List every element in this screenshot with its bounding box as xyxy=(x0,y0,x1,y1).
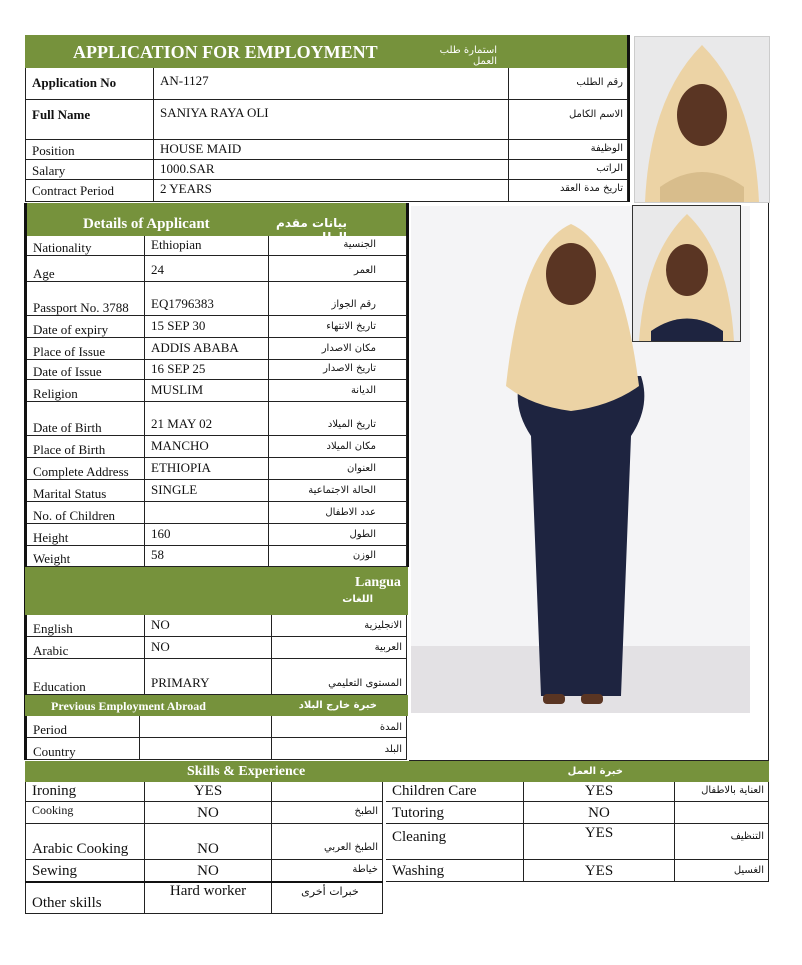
prev-label-arabic: البلد xyxy=(272,738,407,760)
prev-label: Country xyxy=(27,738,140,760)
language-label: Arabic xyxy=(27,637,145,659)
detail-label-arabic: تاريخ الانتهاء xyxy=(269,316,407,338)
detail-label: Place of Birth xyxy=(27,436,145,458)
skill-label: Cleaning xyxy=(386,824,524,860)
language-label: English xyxy=(27,615,145,637)
detail-value: 160 xyxy=(145,524,269,546)
top-label-arabic: الوظيفة xyxy=(509,140,628,160)
detail-label: Passport No. 3788 xyxy=(27,282,145,316)
skills-header-arabic: خبرة العمل xyxy=(567,766,623,777)
skills-divider xyxy=(25,881,383,883)
detail-label-arabic: العنوان xyxy=(269,458,407,480)
right-frame xyxy=(768,203,769,760)
skill-label-arabic: الطبخ xyxy=(272,802,383,824)
detail-value: 16 SEP 25 xyxy=(145,360,269,380)
detail-value: SINGLE xyxy=(145,480,269,502)
top-value: 1000.SAR xyxy=(154,160,509,180)
skill-label: Sewing xyxy=(25,860,145,882)
skill-label: Ironing xyxy=(25,782,145,802)
language-label-arabic: المستوى التعليمي xyxy=(272,659,407,695)
top-label: Position xyxy=(25,140,154,160)
detail-label-arabic: تاريخ الميلاد xyxy=(269,402,407,436)
top-value: HOUSE MAID xyxy=(154,140,509,160)
details-header xyxy=(25,203,408,244)
detail-label-arabic: الوزن xyxy=(269,546,407,567)
detail-label: Height xyxy=(27,524,145,546)
detail-label-arabic: الجنسية xyxy=(269,236,407,256)
prev-employment-arabic: خبرة خارج البلاد xyxy=(298,700,377,711)
skill-label-arabic xyxy=(272,782,383,802)
skill-label: Cooking xyxy=(25,802,145,824)
detail-label: Marital Status xyxy=(27,480,145,502)
top-label: Full Name xyxy=(25,100,154,140)
language-value: NO xyxy=(145,615,272,637)
top-label-arabic: تاريخ مدة العقد xyxy=(509,180,628,202)
skill-value: Hard worker xyxy=(145,882,272,914)
language-label-arabic: العربية xyxy=(272,637,407,659)
skill-label-arabic: الطبخ العربي xyxy=(272,824,383,860)
skill-label-arabic xyxy=(675,802,769,824)
detail-label: Age xyxy=(27,256,145,282)
detail-label: Date of Birth xyxy=(27,402,145,436)
detail-value: ETHIOPIA xyxy=(145,458,269,480)
top-label-arabic: الراتب xyxy=(509,160,628,180)
prev-value xyxy=(140,716,272,738)
top-label: Application No xyxy=(25,68,154,100)
prev-employment-label: Previous Employment Abroad xyxy=(51,699,206,713)
skill-value: NO xyxy=(145,824,272,860)
detail-label-arabic: مكان الاصدار xyxy=(269,338,407,360)
skill-label: Children Care xyxy=(386,782,524,802)
language-value: NO xyxy=(145,637,272,659)
skill-label-arabic: خياطة xyxy=(272,860,383,882)
details-header-arabic: بيانات مقدم الطلب xyxy=(276,216,347,244)
detail-label-arabic: رقم الجواز xyxy=(269,282,407,316)
language-value: PRIMARY xyxy=(145,659,272,695)
top-value: AN-1127 xyxy=(154,68,509,100)
detail-label: Religion xyxy=(27,380,145,402)
language-header-label: Langua xyxy=(355,575,401,590)
top-label-arabic: رقم الطلب xyxy=(509,68,628,100)
page-title-arabic: استمارة طلب العمل xyxy=(439,45,497,67)
prev-value xyxy=(140,738,272,760)
detail-label-arabic: عدد الاطفال xyxy=(269,502,407,524)
language-label: Education xyxy=(27,659,145,695)
detail-label-arabic: الديانة xyxy=(269,380,407,402)
prev-label: Period xyxy=(27,716,140,738)
detail-value: 24 xyxy=(145,256,269,282)
detail-label: Date of Issue xyxy=(27,360,145,380)
applicant-photo-small xyxy=(632,205,741,342)
detail-value: MUSLIM xyxy=(145,380,269,402)
skill-value: YES xyxy=(145,782,272,802)
detail-value xyxy=(145,502,269,524)
detail-label-arabic: تاريخ الاصدار xyxy=(269,360,407,380)
skill-value: NO xyxy=(145,802,272,824)
skill-value: NO xyxy=(145,860,272,882)
skills-header xyxy=(25,761,769,782)
skill-label: Washing xyxy=(386,860,524,882)
detail-value: EQ1796383 xyxy=(145,282,269,316)
detail-label-arabic: مكان الميلاد xyxy=(269,436,407,458)
skill-label: Tutoring xyxy=(386,802,524,824)
detail-label: Date of expiry xyxy=(27,316,145,338)
skill-label-arabic: التنظيف xyxy=(675,824,769,860)
language-header-arabic: اللغات xyxy=(342,594,373,605)
top-label: Contract Period xyxy=(25,180,154,202)
skill-value: YES xyxy=(524,824,675,860)
detail-value: 21 MAY 02 xyxy=(145,402,269,436)
detail-label: Place of Issue xyxy=(27,338,145,360)
language-label-arabic: الانجليزية xyxy=(272,615,407,637)
detail-label-arabic: العمر xyxy=(269,256,407,282)
detail-label-arabic: الحالة الاجتماعية xyxy=(269,480,407,502)
skill-value: YES xyxy=(524,782,675,802)
detail-value: Ethiopian xyxy=(145,236,269,256)
detail-label: Weight xyxy=(27,546,145,567)
detail-label: Complete Address xyxy=(27,458,145,480)
language-header xyxy=(25,567,408,615)
skill-label: Arabic Cooking xyxy=(25,824,145,860)
prev-label-arabic: المدة xyxy=(272,716,407,738)
detail-label: Nationality xyxy=(27,236,145,256)
detail-value: 58 xyxy=(145,546,269,567)
page-title: APPLICATION FOR EMPLOYMENT xyxy=(73,42,378,62)
top-value: 2 YEARS xyxy=(154,180,509,202)
applicant-photo-large xyxy=(634,36,770,203)
top-value: SANIYA RAYA OLI xyxy=(154,100,509,140)
detail-value: ADDIS ABABA xyxy=(145,338,269,360)
skills-header-label: Skills & Experience xyxy=(187,764,306,779)
skill-label-arabic: خبرات أخرى xyxy=(272,882,383,914)
header-bar xyxy=(25,35,628,68)
top-label-arabic: الاسم الكامل xyxy=(509,100,628,140)
skill-label: Other skills xyxy=(25,882,145,914)
prev-employment-header xyxy=(25,695,408,716)
skill-label-arabic: العناية بالاطفال xyxy=(675,782,769,802)
skill-value: YES xyxy=(524,860,675,882)
detail-value: 15 SEP 30 xyxy=(145,316,269,338)
skill-value: NO xyxy=(524,802,675,824)
top-label: Salary xyxy=(25,160,154,180)
skill-label-arabic: الغسيل xyxy=(675,860,769,882)
detail-label-arabic: الطول xyxy=(269,524,407,546)
detail-label: No. of Children xyxy=(27,502,145,524)
detail-value: MANCHO xyxy=(145,436,269,458)
details-header-label: Details of Applicant xyxy=(83,216,210,232)
